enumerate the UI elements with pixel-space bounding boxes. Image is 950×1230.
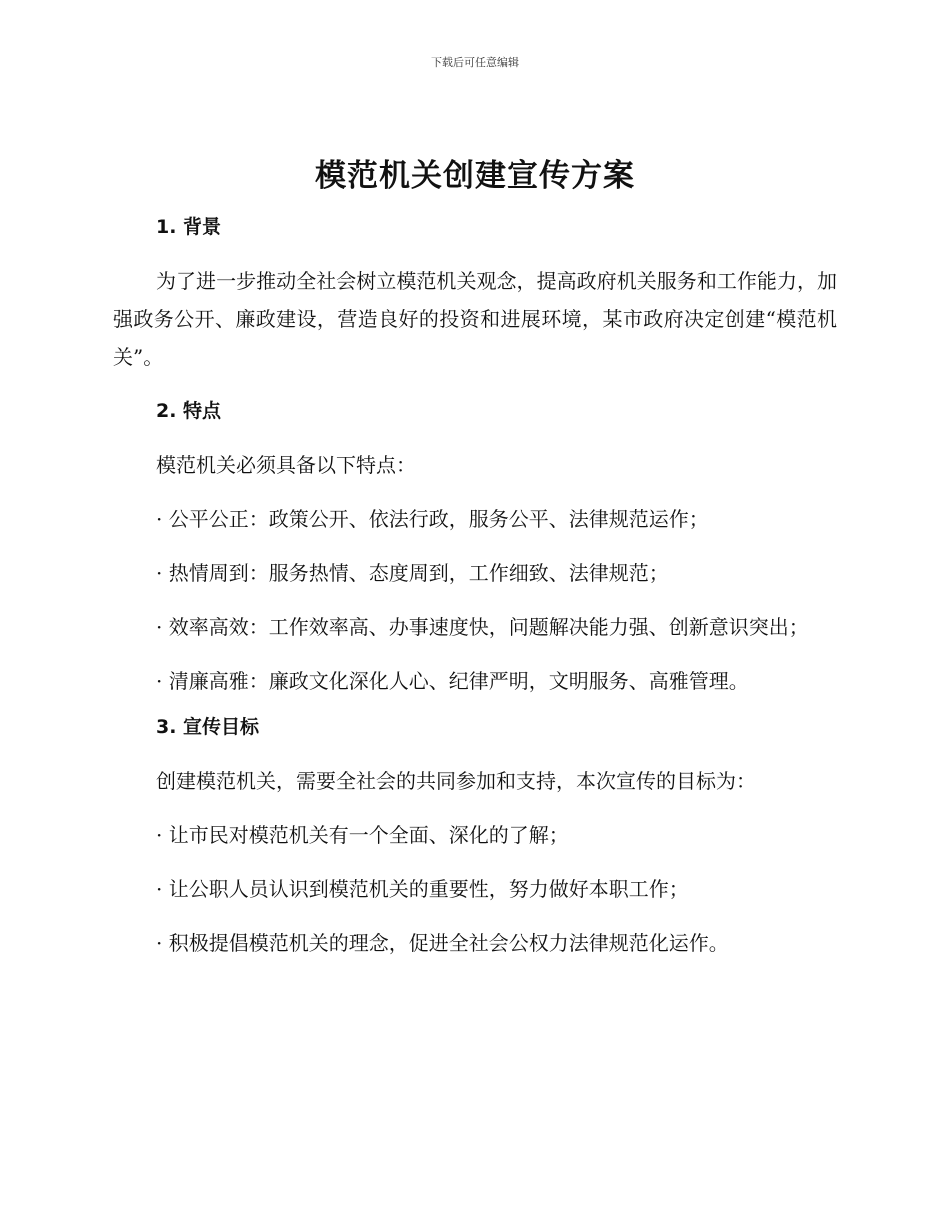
section-heading-goals: 3. 宣传目标 [156, 716, 260, 738]
section-heading-features: 2. 特点 [156, 400, 222, 422]
feature-item-fairness: · 公平公正：政策公开、依法行政，服务公平、法律规范运作； [156, 507, 709, 531]
header-note: 下载后可任意编辑 [431, 56, 519, 69]
goals-intro: 创建模范机关，需要全社会的共同参加和支持，本次宣传的目标为： [156, 769, 756, 793]
document-title: 模范机关创建宣传方案 [315, 158, 635, 194]
feature-item-efficiency: · 效率高效：工作效率高、办事速度快，问题解决能力强、创新意识突出； [156, 615, 809, 639]
section-heading-background: 1. 背景 [156, 216, 222, 238]
document-body [113, 200, 837, 962]
goal-item-society: · 积极提倡模范机关的理念，促进全社会公权力法律规范化运作。 [156, 931, 729, 955]
goal-item-officials: · 让公职人员认识到模范机关的重要性，努力做好本职工作； [156, 877, 689, 901]
feature-item-warmth: · 热情周到：服务热情、态度周到，工作细致、法律规范； [156, 561, 669, 585]
goal-item-citizens: · 让市民对模范机关有一个全面、深化的了解； [156, 823, 569, 847]
background-paragraph: 为了进一步推动全社会树立模范机关观念，提高政府机关服务和工作能力，加强政务公开、廉政建设，营造良好的投资和进展环境，某市政府决定创建“模范机关”。 [113, 269, 837, 369]
features-intro: 模范机关必须具备以下特点： [156, 453, 416, 477]
feature-item-integrity: · 清廉高雅：廉政文化深化人心、纪律严明，文明服务、高雅管理。 [156, 669, 749, 693]
